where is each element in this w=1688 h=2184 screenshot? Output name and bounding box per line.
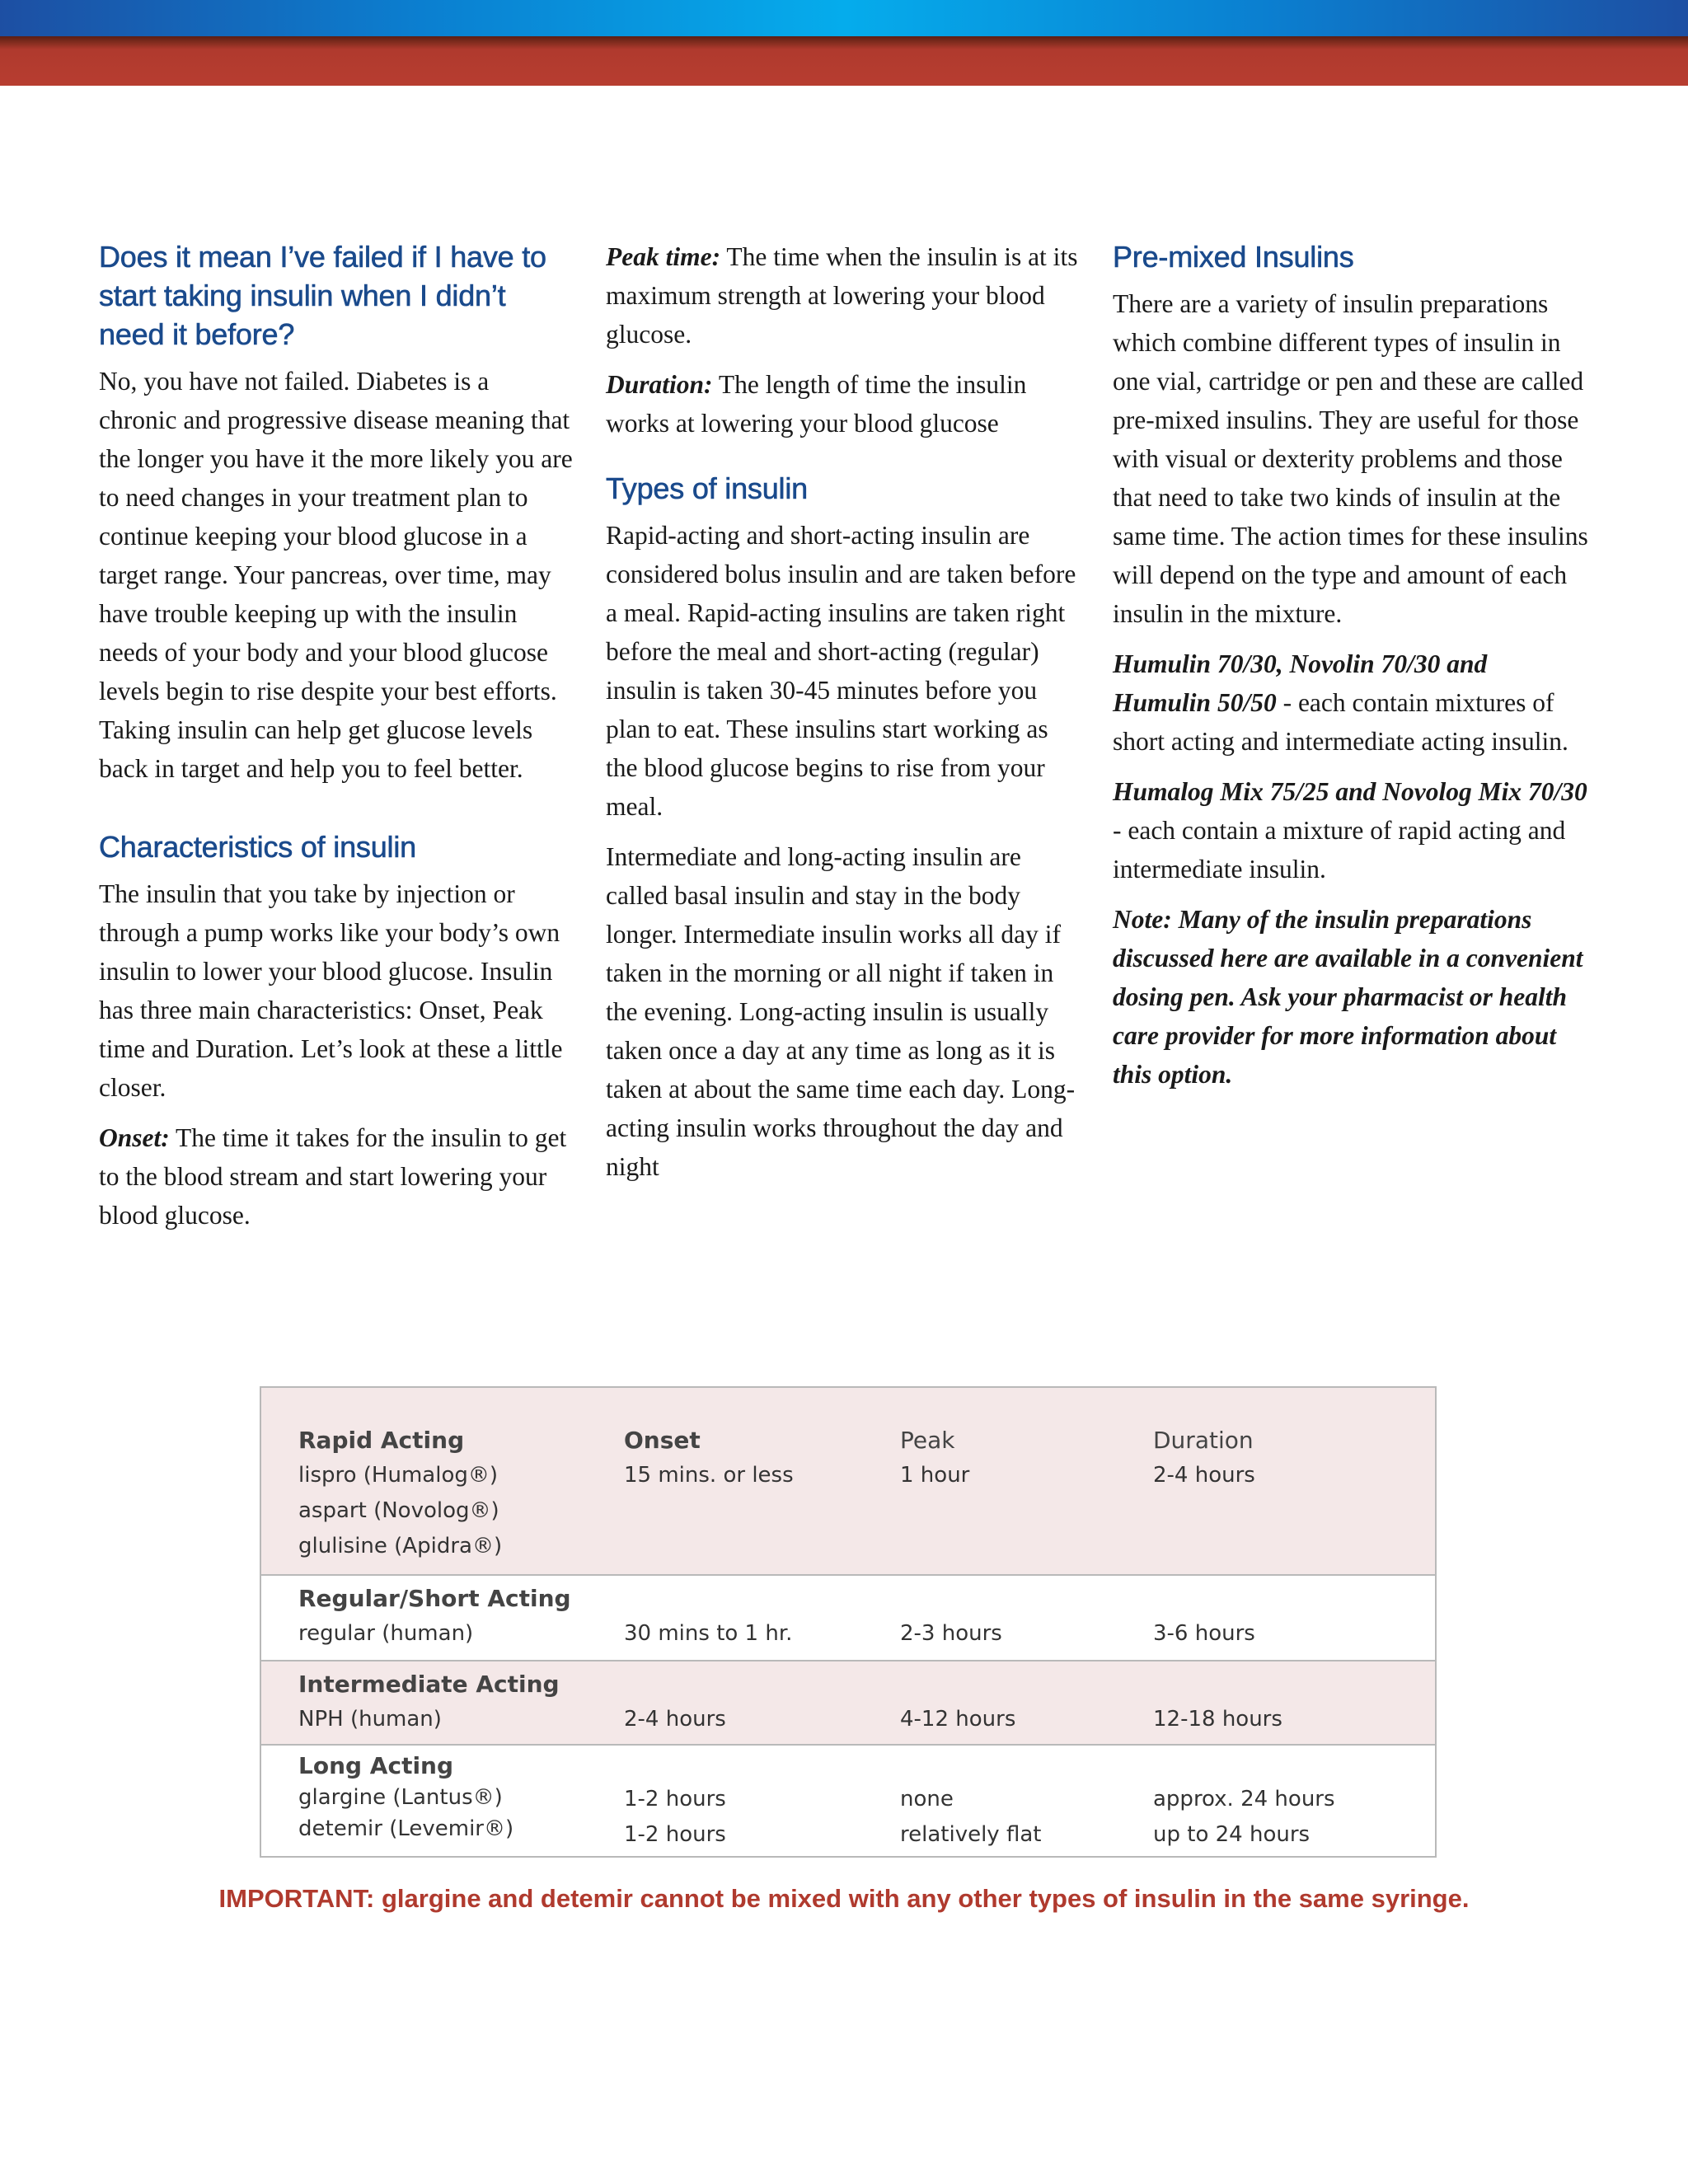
rapid-drug-glulisine: glulisine (Apidra®)	[298, 1534, 503, 1558]
regular-drug: regular (human)	[298, 1621, 474, 1646]
column-2	[606, 237, 1084, 1197]
duration-text: The length of time the insulin works at lowering your blood glucose	[606, 370, 1027, 438]
insulin-types-table	[260, 1386, 1437, 1858]
intermediate-title: Intermediate Acting	[298, 1671, 560, 1698]
table-row-long	[261, 1746, 1435, 1856]
table-row-intermediate	[261, 1661, 1435, 1746]
rapid-peak: 1 hour	[900, 1463, 970, 1488]
para-mix2	[1113, 772, 1591, 888]
intermediate-duration: 12-18 hours	[1153, 1707, 1282, 1732]
para-characteristics: The insulin that you take by injection or through a pump works like your body’s own insulin to lower your blood glucose. Insulin has three main characteristics: Onset, Peak time and Duration. Let’s look at these a little closer.	[99, 879, 563, 1102]
heading-characteristics: Characteristics of insulin	[99, 830, 416, 864]
duration-label: Duration:	[606, 370, 713, 399]
onset-text: The time it takes for the insulin to get to the blood stream and start lowering your blood glucose.	[99, 1123, 567, 1230]
table-row-rapid	[261, 1388, 1435, 1576]
para-duration	[606, 365, 1084, 443]
column-3	[1113, 237, 1591, 1105]
pen-note: Note: Many of the insulin preparations discussed here are available in a convenient dosing pen. Ask your pharmacist or health care provider for more information about this option.	[1113, 905, 1583, 1089]
header-onset: Onset	[624, 1427, 701, 1454]
para-not-failed: No, you have not failed. Diabetes is a chronic and progressive disease meaning that the longer you have it the more likely you are to need changes in your treatment plan to continue keeping your blood glucose in a target range. Your pancreas, over time, may have trouble keeping up with the insulin needs of your body and your blood glucose levels begin to rise despite your best efforts. Taking insulin can help get glucose levels back in target and help you to feel better.	[99, 367, 573, 783]
para-peak	[606, 237, 1084, 354]
rapid-duration: 2-4 hours	[1153, 1463, 1255, 1488]
heading-premixed: Pre-mixed Insulins	[1113, 240, 1354, 274]
rapid-drug-lispro: lispro (Humalog®)	[298, 1463, 498, 1488]
long-drug-detemir: detemir (Levemir®)	[298, 1816, 514, 1841]
regular-onset: 30 mins to 1 hr.	[624, 1621, 793, 1646]
heading-types: Types of insulin	[606, 471, 808, 505]
long-duration-glargine: approx. 24 hours	[1153, 1787, 1335, 1811]
mix1-label: Humulin 70/30, Novolin 70/30 and Humulin 50/50	[1113, 649, 1488, 717]
long-drug-glargine: glargine (Lantus®)	[298, 1785, 503, 1810]
table-row-regular	[261, 1576, 1435, 1661]
long-title: Long Acting	[298, 1752, 454, 1779]
peak-text: The time when the insulin is at its maximum strength at lowering your blood glucose.	[606, 242, 1078, 349]
long-onset-detemir: 1-2 hours	[624, 1822, 726, 1847]
intermediate-drug: NPH (human)	[298, 1707, 442, 1732]
para-premixed: There are a variety of insulin preparations which combine different types of insulin in one vial, cartridge or pen and these are called pre-mixed insulins. They are useful for those with visual or dexterity problems and those that need to take two kinds of insulin at the same time. The action times for these insulins will depend on the type and amount of each insulin in the mixture.	[1113, 289, 1588, 628]
para-onset	[99, 1118, 573, 1235]
long-duration-detemir: up to 24 hours	[1153, 1822, 1311, 1847]
regular-duration: 3-6 hours	[1153, 1621, 1255, 1646]
peak-label: Peak time:	[606, 242, 721, 271]
header-blue-band	[0, 0, 1688, 36]
para-bolus: Rapid-acting and short-acting insulin are considered bolus insulin and are taken before a meal. Rapid-acting insulins are taken right before the meal and short-acting (regular) insulin is taken 30-45 minutes before you plan to eat. These insulins start working as the blood glucose begins to rise from your meal.	[606, 521, 1076, 821]
mix1-text: - each contain mixtures of short acting and intermediate acting insulin.	[1113, 688, 1568, 756]
long-peak-glargine: none	[900, 1787, 954, 1811]
intermediate-peak: 4-12 hours	[900, 1707, 1016, 1732]
header-duration: Duration	[1153, 1427, 1254, 1454]
para-basal: Intermediate and long-acting insulin are called basal insulin and stay in the body longer. Intermediate insulin works all day if taken in the morning or all night if taken in the evening. Long-acting insulin is usually taken once a day at any time as long as it is taken at about the same time each day. Long-acting insulin works throughout the day and night	[606, 842, 1076, 1181]
mix2-text: - each contain a mixture of rapid acting and intermediate insulin.	[1113, 816, 1566, 883]
column-1	[99, 237, 573, 1246]
header-peak: Peak	[900, 1427, 955, 1454]
onset-label: Onset:	[99, 1123, 170, 1152]
rapid-title: Rapid Acting	[298, 1427, 465, 1454]
intermediate-onset: 2-4 hours	[624, 1707, 726, 1732]
regular-peak: 2-3 hours	[900, 1621, 1002, 1646]
heading-failed: Does it mean I’ve failed if I have to start taking insulin when I didn’t need it before?	[99, 240, 546, 351]
rapid-onset: 15 mins. or less	[624, 1463, 794, 1488]
para-mix1	[1113, 644, 1591, 761]
regular-title: Regular/Short Acting	[298, 1585, 571, 1612]
long-onset-glargine: 1-2 hours	[624, 1787, 726, 1811]
important-warning: IMPORTANT: glargine and detemir cannot be mixed with any other types of insulin in the same syringe.	[218, 1884, 1470, 1913]
mix2-label: Humalog Mix 75/25 and Novolog Mix 70/30	[1113, 777, 1587, 806]
long-peak-detemir: relatively flat	[900, 1822, 1042, 1847]
header-red-band	[0, 36, 1688, 86]
rapid-drug-aspart: aspart (Novolog®)	[298, 1498, 499, 1523]
